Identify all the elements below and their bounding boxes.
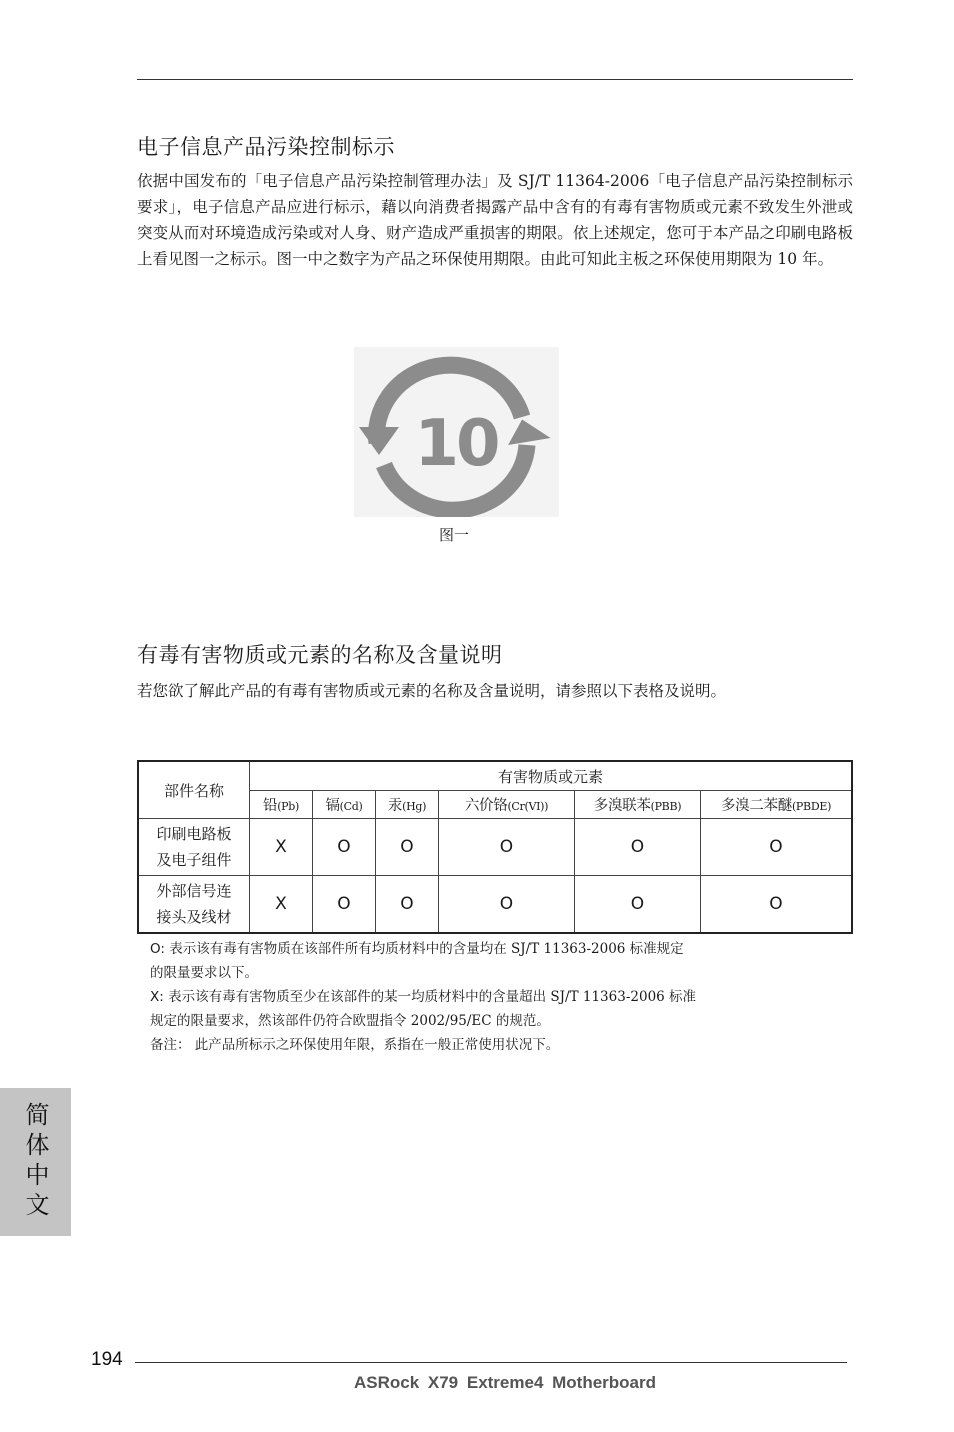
header-hazardous-substances: 有害物质或元素 (250, 761, 853, 791)
row-name-pcb: 印刷电路板 及电子组件 (138, 819, 250, 876)
footer-title: ASRock X79 Extreme4 Motherboard (353, 1373, 657, 1392)
column-header-pbde: 多溴二苯醚(PBDE) (701, 791, 853, 819)
note-x: X: 表示该有毒有害物质至少在该部件的某一均质材料中的含量超出 SJ/T 11363-2006 标准 (150, 989, 697, 1005)
section-paragraph-pollution-mark: 依据中国发布的「电子信息产品污染控制管理办法」及 SJ/T 11364-2006「电子信息产品污染控制标示要求」，电子信息产品应进行标示，藉以向消费者揭露产品中含有的有毒有害物质或元素不致发生外泄或突变从而对环境造成污染或对人身、财产造成严重损害的期限。依上述规定，您可于本产品之印刷电路板上看见图一之标示。图一中之数字为产品之环保使用期限。由此可知此主板之环保使用期限为 10 年。 (137, 172, 853, 268)
logo-number: 10 (414, 407, 498, 481)
language-side-tab-label: 简体中文 (21, 1102, 49, 1222)
table-cell: O (439, 819, 575, 876)
table-row (138, 876, 852, 934)
row-name-connectors: 外部信号连 接头及线材 (138, 876, 250, 934)
table-cell: O (376, 819, 439, 876)
column-header-pbb: 多溴联苯(PBB) (575, 791, 701, 819)
table-cell: O (701, 819, 853, 876)
note-o: O: 表示该有毒有害物质在该部件所有均质材料中的含量均在 SJ/T 11363-2006 标准规定 (150, 941, 684, 957)
table-cell: O (575, 819, 701, 876)
table-cell: O (376, 876, 439, 934)
note-o-continued: 的限量要求以下。 (150, 965, 258, 981)
bottom-rule (135, 1362, 847, 1363)
table-notes (150, 937, 840, 1057)
section-title-hazardous-substances: 有毒有害物质或元素的名称及含量说明 (137, 643, 503, 667)
table-cell: O (439, 876, 575, 934)
page-number: 194 (91, 1349, 123, 1370)
table-cell: O (313, 819, 376, 876)
figure-logo (354, 347, 559, 517)
table-cell: X (250, 819, 313, 876)
section-paragraph-hazardous-substances: 若您欲了解此产品的有毒有害物质或元素的名称及含量说明，请参照以下表格及说明。 (137, 682, 727, 700)
column-header-mercury: 汞(Hg) (376, 791, 439, 819)
table-cell: O (701, 876, 853, 934)
column-header-hexavalent-chromium: 六价铬(Cr(VI)) (439, 791, 575, 819)
table-cell: X (250, 876, 313, 934)
environment-protection-period-logo-icon (354, 347, 559, 517)
top-rule (137, 79, 853, 80)
note-remark: 备注： 此产品所标示之环保使用年限，系指在一般正常使用状况下。 (150, 1037, 560, 1053)
table-row (138, 819, 852, 876)
column-header-cadmium: 镉(Cd) (313, 791, 376, 819)
hazardous-substances-table (137, 760, 853, 934)
table-cell: O (313, 876, 376, 934)
language-side-tab (0, 1088, 71, 1236)
figure-caption: 图一 (438, 526, 469, 544)
note-x-continued: 规定的限量要求，然该部件仍符合欧盟指令 2002/95/EC 的规范。 (150, 1013, 550, 1029)
table-cell: O (575, 876, 701, 934)
column-header-lead: 铅(Pb) (250, 791, 313, 819)
header-part-name: 部件名称 (138, 761, 250, 819)
section-title-pollution-mark: 电子信息产品污染控制标示 (137, 135, 395, 159)
